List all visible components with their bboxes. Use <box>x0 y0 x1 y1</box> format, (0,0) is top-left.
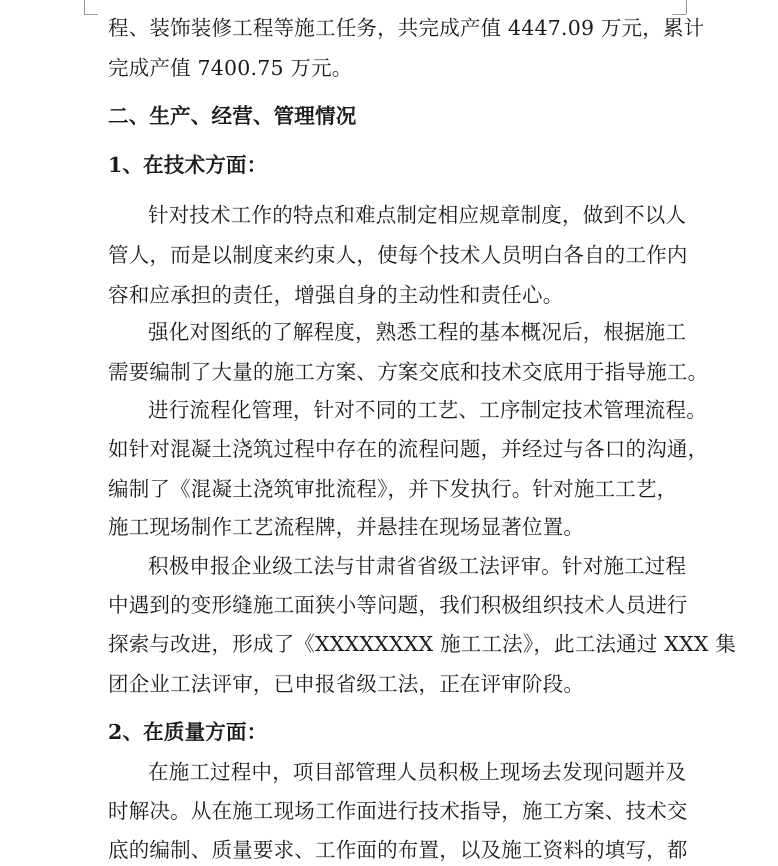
paragraph-line: 如针对混凝土浇筑过程中存在的流程问题，并经过与各口的沟通， <box>108 437 709 461</box>
subsection-heading: 2、在质量方面： <box>108 720 268 744</box>
paragraph-line: 中遇到的变形缝施工面狭小等问题，我们积极组织技术人员进行 <box>108 593 688 617</box>
paragraph-line: 积极申报企业级工法与甘肃省省级工法评审。针对施工过程 <box>148 554 687 578</box>
crop-mark-top-left <box>84 0 85 14</box>
crop-mark-top-right <box>686 0 687 14</box>
crop-mark-top-left <box>84 14 98 15</box>
subsection-heading: 1、在技术方面： <box>108 153 268 177</box>
paragraph-line: 需要编制了大量的施工方案、方案交底和技术交底用于指导施工。 <box>108 360 709 384</box>
paragraph-line: 程、装饰装修工程等施工任务，共完成产值 4447.09 万元，累计 <box>108 16 705 40</box>
paragraph-line: 完成产值 7400.75 万元。 <box>108 56 353 80</box>
paragraph-line: 在施工过程中，项目部管理人员积极上现场去发现问题并及 <box>148 760 687 784</box>
paragraph-line: 底的编制、质量要求、工作面的布置，以及施工资料的填写，都 <box>108 838 688 862</box>
paragraph-line: 团企业工法评审，已申报省级工法，正在评审阶段。 <box>108 672 585 696</box>
paragraph-line: 施工现场制作工艺流程牌，并悬挂在现场显著位置。 <box>108 515 585 539</box>
paragraph-line: 进行流程化管理，针对不同的工艺、工序制定技术管理流程。 <box>148 398 707 422</box>
paragraph-line: 容和应承担的责任，增强自身的主动性和责任心。 <box>108 283 564 307</box>
paragraph-line: 强化对图纸的了解程度，熟悉工程的基本概况后，根据施工 <box>148 320 687 344</box>
paragraph-line: 时解决。从在施工现场工作面进行技术指导，施工方案、技术交 <box>108 799 688 823</box>
paragraph-line: 针对技术工作的特点和难点制定相应规章制度，做到不以人 <box>148 203 687 227</box>
crop-mark-top-right <box>672 14 686 15</box>
paragraph-line: 编制了《混凝土浇筑审批流程》，并下发执行。针对施工工艺， <box>108 477 678 501</box>
section-heading: 二、生产、经营、管理情况 <box>108 104 357 128</box>
paragraph-line: 管人，而是以制度来约束人，使每个技术人员明白各自的工作内 <box>108 243 688 267</box>
paragraph-line: 探索与改进，形成了《XXXXXXXX 施工工法》，此工法通过 XXX 集 <box>108 632 737 656</box>
